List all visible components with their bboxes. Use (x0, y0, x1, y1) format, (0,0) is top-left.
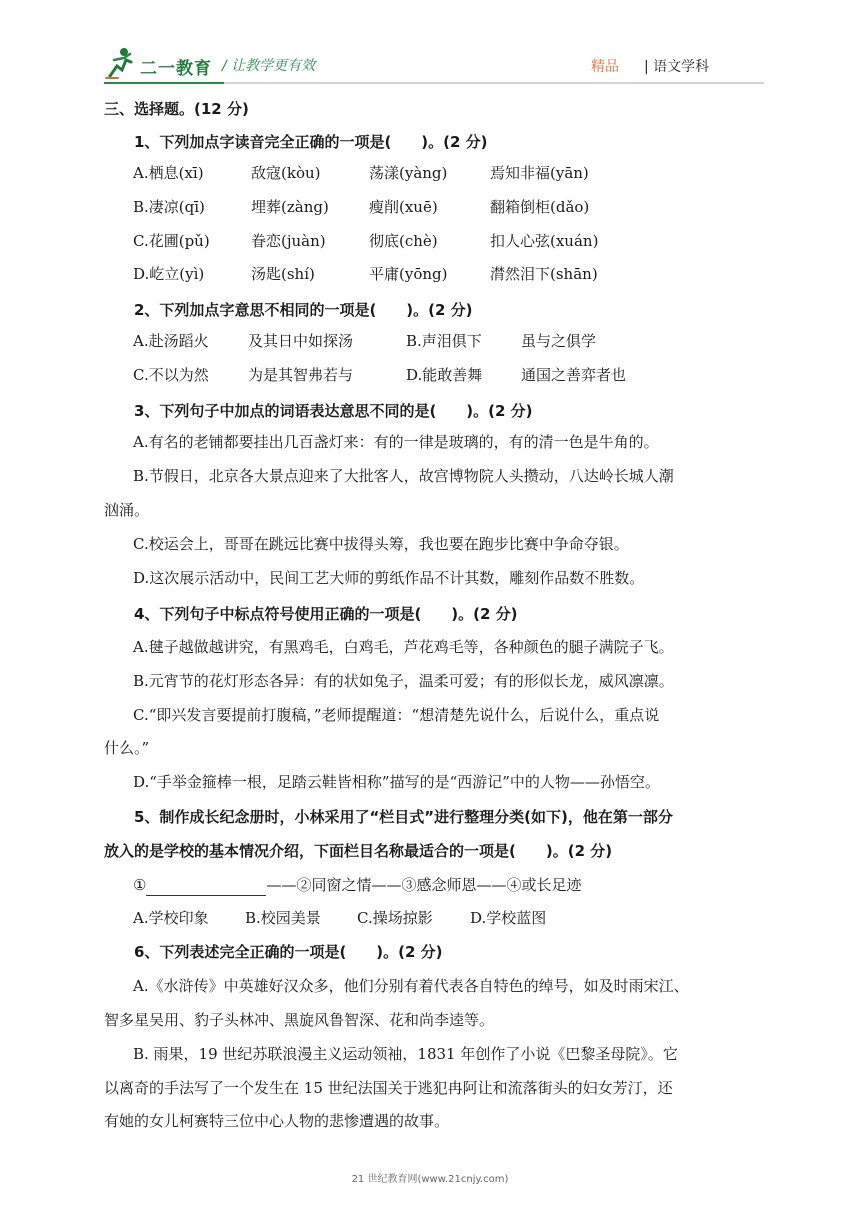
q3-option-b-line1: B.节假日，北京各大景点迎来了大批客人，故宫博物院人头攒动，八达岭长城人潮 (133, 467, 674, 485)
q2-b-1: B.声泪俱下 (406, 332, 482, 350)
q2-d-2: 通国之善弈者也 (521, 366, 627, 384)
q2-a-2: 及其日中如探汤 (248, 332, 354, 350)
q3-stem: 3、下列句子中加点的词语表达意思不同的是( )。(2 分) (134, 402, 533, 420)
q1-a-1: A.栖息(xī) (133, 164, 204, 182)
q4-stem: 4、下列句子中标点符号使用正确的一项是( )。(2 分) (134, 605, 518, 623)
q5-stem-line1: 5、制作成长纪念册时，小林采用了“栏目式”进行整理分类(如下)，他在第一部分 (134, 808, 673, 826)
q3-option-d: D.这次展示活动中，民间工艺大师的剪纸作品不计其数，雕刻作品数不胜数。 (133, 569, 645, 587)
q1-b-4: 翻箱倒柜(dǎo) (490, 198, 590, 216)
q5-stem-line2: 放入的是学校的基本情况介绍，下面栏目名称最适合的一项是( )。(2 分) (104, 842, 613, 860)
q2-d-1: D.能敢善舞 (406, 366, 483, 384)
q6-option-b-line2: 以离奇的手法写了一个发生在 15 世纪法国关于逃犯冉阿让和流落街头的妇女芳汀，还 (104, 1079, 673, 1097)
quality-tag: 精品 (591, 59, 619, 75)
q1-d-2: 汤匙(shí) (251, 265, 315, 283)
q5-answer-blank[interactable] (146, 879, 266, 896)
q6-option-b-line1: B. 雨果，19 世纪苏联浪漫主义运动领袖，1831 年创作了小说《巴黎圣母院》。它 (133, 1045, 678, 1063)
header-divider-accent (104, 82, 224, 84)
section-title: 三、选择题。(12 分) (104, 100, 249, 118)
q5-chain-rest: ——②同窗之情——③感念师恩——④或长足迹 (266, 876, 582, 894)
q3-option-b-line2: 汹涌。 (104, 501, 150, 519)
slogan: / 让教学更有效 (222, 58, 316, 74)
q4-option-c-line2: 什么。” (104, 739, 150, 757)
subject-label: | 语文学科 (644, 59, 710, 75)
q4-option-c-line1: C.“即兴发言要提前打腹稿，”老师提醒道：“想清楚先说什么，后说什么，重点说 (133, 706, 660, 724)
q1-c-1: C.花圃(pǔ) (133, 232, 210, 250)
q2-a-1: A.赴汤蹈火 (133, 332, 209, 350)
q5-option-d: D.学校蓝图 (470, 909, 547, 927)
q4-option-a: A.毽子越做越讲究，有黑鸡毛，白鸡毛，芦花鸡毛等，各种颜色的腿子满院子飞。 (133, 638, 674, 656)
q6-option-a-line1: A.《水浒传》中英雄好汉众多，他们分别有着代表各自特色的绰号，如及时雨宋江、 (133, 977, 689, 995)
q1-b-2: 埋葬(zàng) (251, 198, 329, 216)
q1-d-1: D.屹立(yì) (133, 265, 205, 283)
q1-a-2: 敌寇(kòu) (251, 164, 321, 182)
q5-option-b: B.校园美景 (245, 909, 321, 927)
q2-c-2: 为是其智弗若与 (248, 366, 354, 384)
q1-a-3: 荡漾(yàng) (369, 164, 448, 182)
q2-stem: 2、下列加点字意思不相同的一项是( )。(2 分) (134, 301, 473, 319)
runner-logo-icon (104, 46, 134, 80)
q2-c-1: C.不以为然 (133, 366, 209, 384)
page-header (0, 0, 860, 100)
q1-c-4: 扣人心弦(xuán) (490, 232, 599, 250)
q1-c-3: 彻底(chè) (369, 232, 438, 250)
q1-b-1: B.凄凉(qī) (133, 198, 205, 216)
q5-option-a: A.学校印象 (133, 909, 209, 927)
q6-stem: 6、下列表述完全正确的一项是( )。(2 分) (134, 943, 443, 961)
q2-b-2: 虽与之俱学 (521, 332, 597, 350)
q3-option-c: C.校运会上，哥哥在跳远比赛中拔得头筹，我也要在跑步比赛中争命夺银。 (133, 535, 629, 553)
q4-option-b: B.元宵节的花灯形态各异：有的状如兔子，温柔可爱；有的形似长龙，威风凛凛。 (133, 672, 674, 690)
q5-column-chain (133, 874, 581, 896)
q1-a-4: 焉知非福(yān) (490, 164, 589, 182)
q1-stem: 1、下列加点字读音完全正确的一项是( )。(2 分) (134, 133, 488, 151)
page-footer: 21 世纪教育网(www.21cnjy.com) (351, 1174, 509, 1185)
q6-option-b-line3: 有她的女儿柯赛特三位中心人物的悲惨遭遇的故事。 (104, 1112, 450, 1130)
q6-option-a-line2: 智多星吴用、豹子头林冲、黑旋风鲁智深、花和尚李逵等。 (104, 1011, 495, 1029)
q5-option-c: C.操场掠影 (357, 909, 433, 927)
q5-chain-start: ① (133, 876, 147, 894)
q1-c-2: 眷恋(juàn) (251, 232, 326, 250)
q1-d-3: 平庸(yōng) (369, 265, 448, 283)
q3-option-a: A.有名的老铺都要挂出几百盏灯来：有的一律是玻璃的，有的清一色是牛角的。 (133, 433, 659, 451)
q1-b-3: 瘦削(xuē) (369, 198, 438, 216)
brand-name: 二一教育 (140, 59, 212, 79)
q4-option-d: D.“手举金箍棒一根，足踏云鞋皆相称”描写的是“西游记”中的人物——孙悟空。 (133, 773, 660, 791)
q1-d-4: 潸然泪下(shān) (490, 265, 598, 283)
